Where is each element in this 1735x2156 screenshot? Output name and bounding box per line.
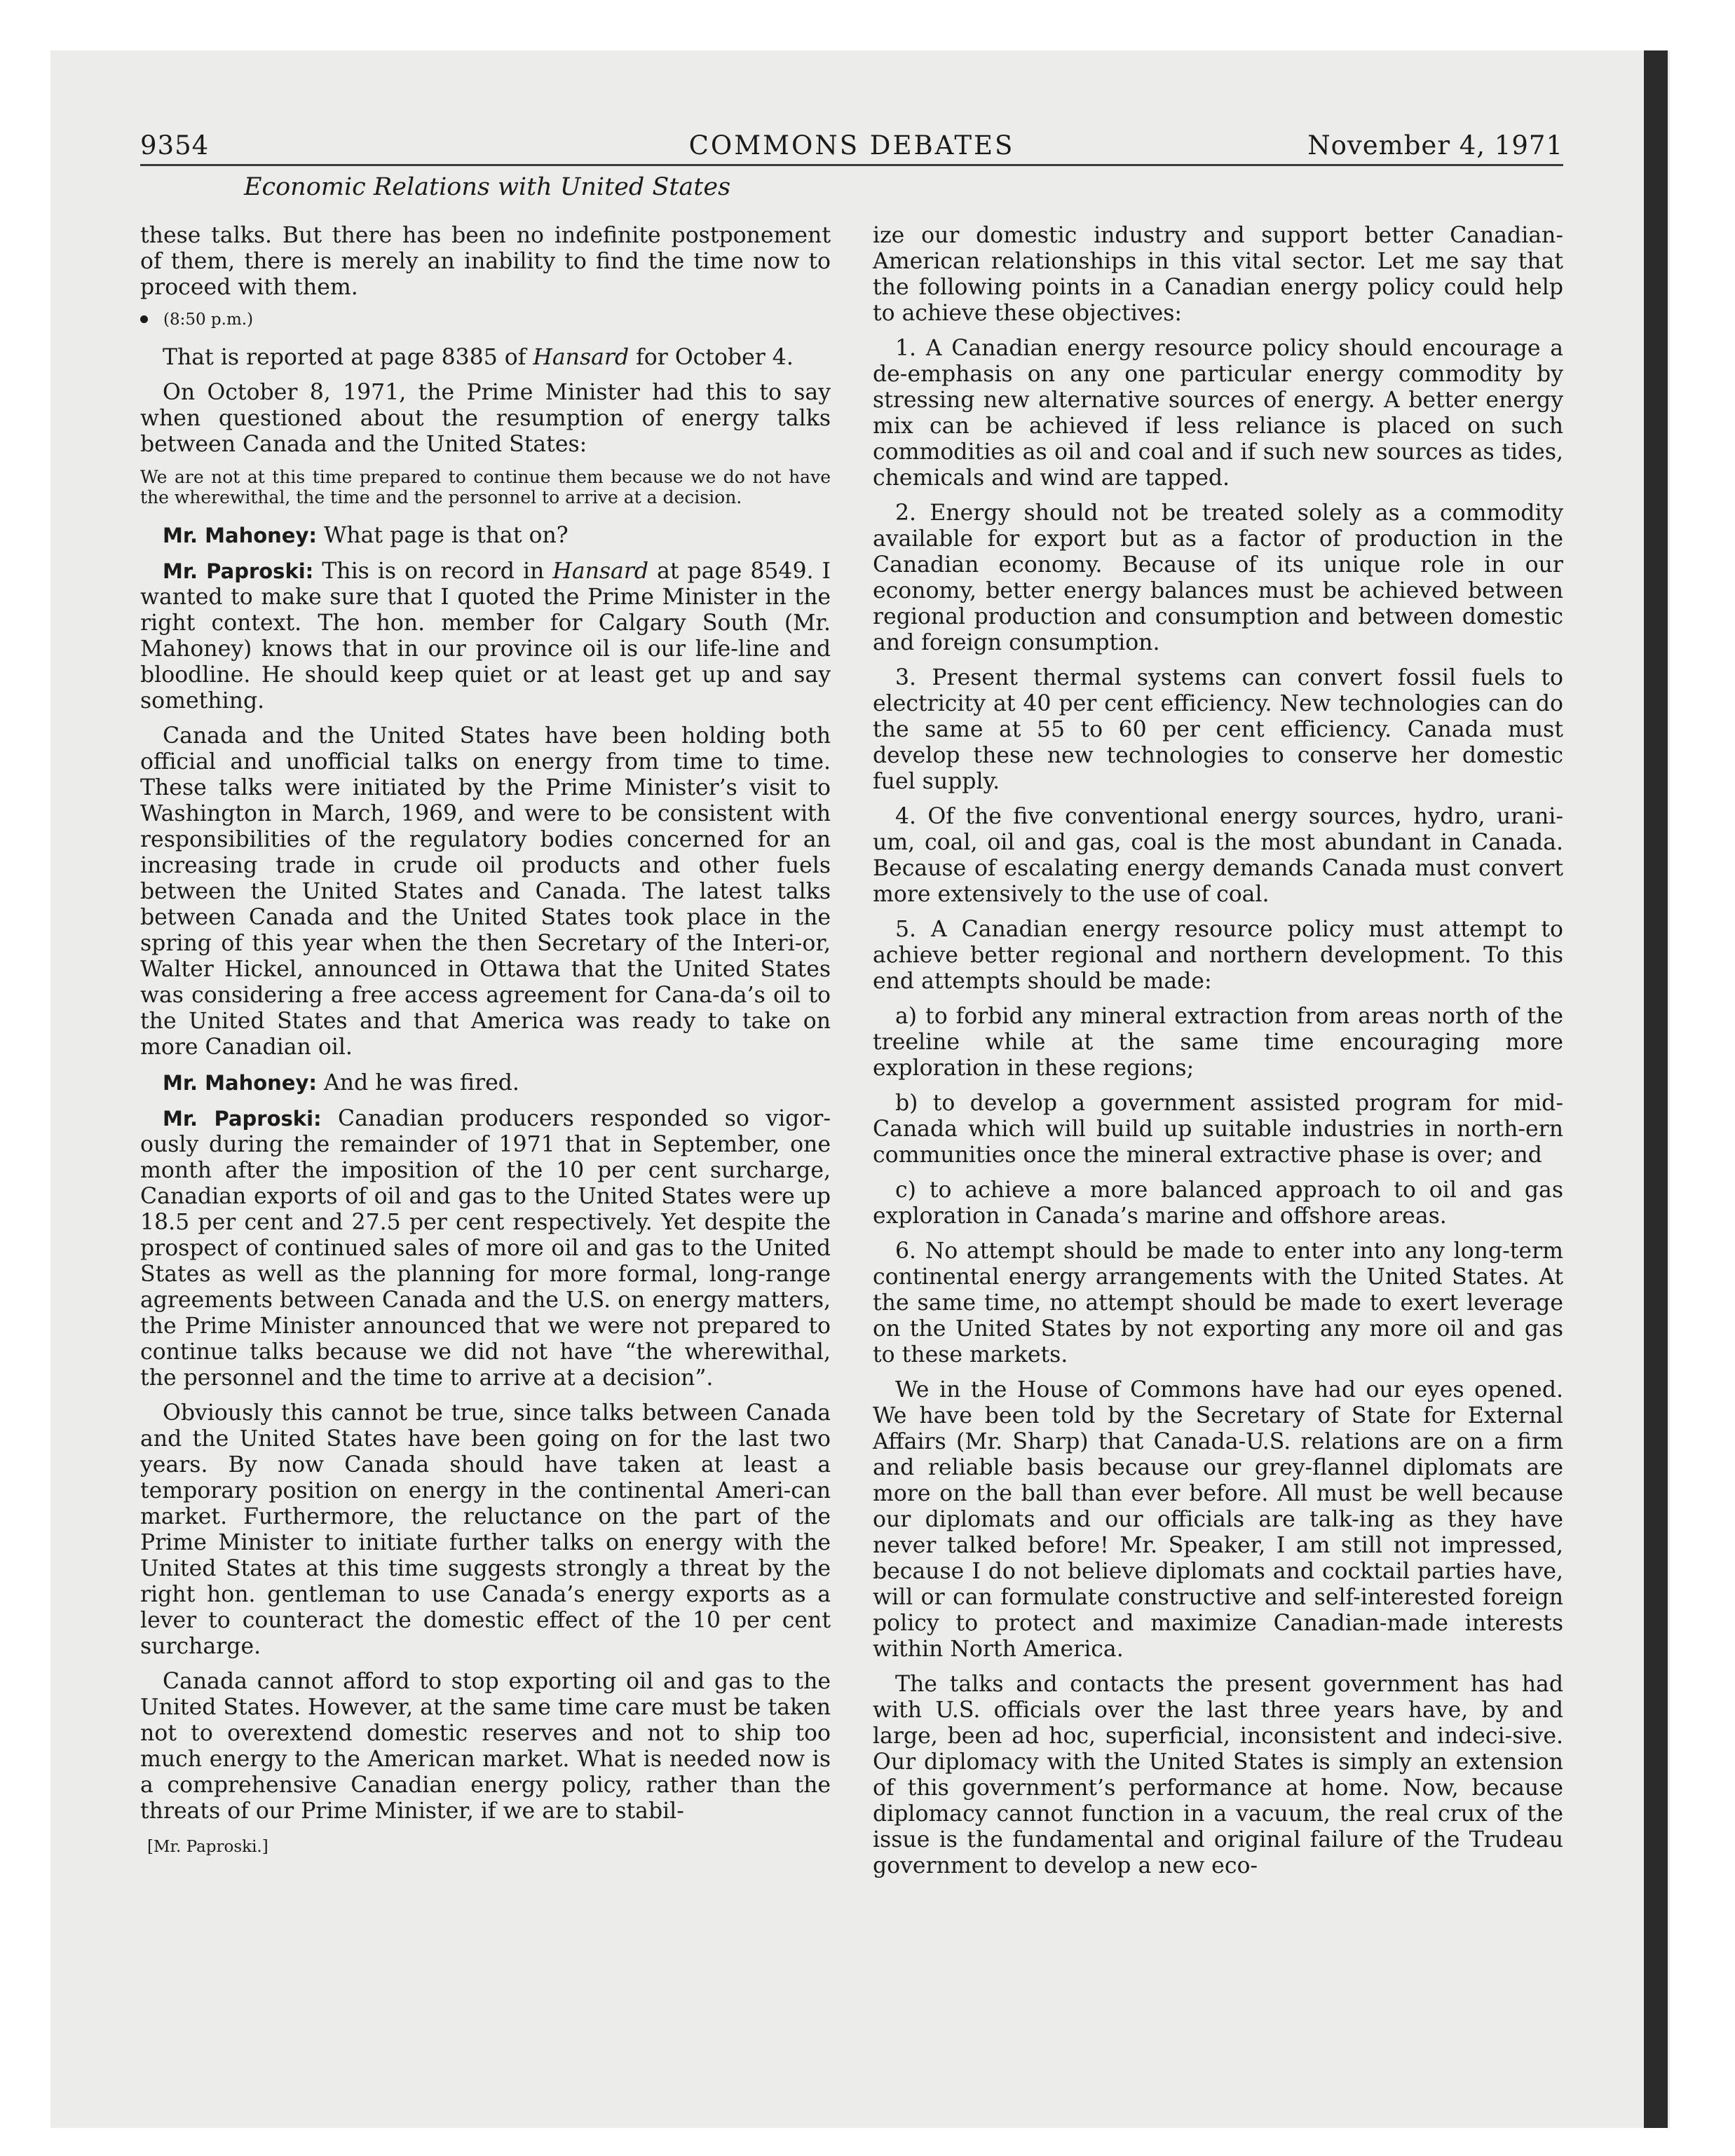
paragraph: ize our domestic industry and support better Canadian-American relationships in this vital sector. Let me say that the following points in a Canadian energy policy could help to achieve these objectives: xyxy=(873,223,1563,326)
header-rule xyxy=(140,164,1563,166)
bullet-icon xyxy=(140,315,148,323)
speech-text: What page is that on? xyxy=(316,523,569,548)
header-date: November 4, 1971 xyxy=(1307,130,1563,161)
list-item: 1. A Canadian energy resource policy should encourage a de-emphasis on any one particular energy commodity by stressing new alternative sources of energy. A better energy mix can be achieved if less reliance is placed on such commodities as oil and coal and if such new sources as tides, chemicals and wind are tapped. xyxy=(873,336,1563,491)
speaker-name: Mr. Paproski: xyxy=(163,559,314,583)
speech-text: at page 8549. I wanted to make sure that I quoted the Prime Minister in the right context. The hon. member for Calgary South (Mr. Mahoney) knows that in our province oil is our life-line and bloodline. He should keep quiet or at least get up and say something. xyxy=(140,559,831,714)
paragraph: Canada cannot afford to stop exporting oil and gas to the United States. However, at the same time care must be taken not to overextend domestic reserves and not to ship too much energy to the American market. What is needed now is a comprehensive Canadian energy policy, rather than the threats of our Prime Minister, if we are to stabil- xyxy=(140,1669,831,1824)
text-run: That is reported at page 8385 of xyxy=(163,345,533,370)
paragraph: On October 8, 1971, the Prime Minister had this to say when questioned about the resumption of energy talks between Canada and the United States: xyxy=(140,380,831,457)
paragraph: The talks and contacts the present government has had with U.S. officials over the last three years have, by and large, been ad hoc, superficial, inconsistent and indeci-sive. Our diplomacy with the United States is simply an extension of this government’s performance at home. Now, because diplomacy cannot function in a vacuum, the real crux of the issue is the fundamental and original failure of the Trudeau government to develop a new eco- xyxy=(873,1672,1563,1878)
block-quote: We are not at this time prepared to continue them because we do not have the wherewithal, the time and the personnel to arrive at a decision. xyxy=(140,467,831,507)
speaker-name: Mr. Mahoney: xyxy=(163,524,317,547)
paragraph: Obviously this cannot be true, since talks between Canada and the United States have been going on for the last two years. By now Canada should have taken at least a temporary position on energy in the continental Ameri-can market. Furthermore, the reluctance on the part of the Prime Minister to initiate further talks on energy with the United States at this time suggests strongly a threat by the right hon. gentleman to use Canada’s energy exports as a lever to counteract the domestic effect of the 10 per cent surcharge. xyxy=(140,1400,831,1659)
time-text: (8:50 p.m.) xyxy=(163,311,254,329)
paragraph xyxy=(140,345,831,371)
list-item: 2. Energy should not be treated solely as a commodity available for export but as a factor of production in the Canadian economy. Because of its unique role in our economy, better energy balances must be achieved between regional production and consumption and between domestic and foreign consumption. xyxy=(873,500,1563,655)
paragraph: We in the House of Commons have had our eyes opened. We have been told by the Secretary of State for External Affairs (Mr. Sharp) that Canada-U.S. relations are on a firm and reliable basis because our grey-flannel diplomats are more on the ball than ever before. All must be well because our diplomats and our officials are talk-ing as they have never talked before! Mr. Speaker, I am still not impressed, because I do not believe diplomats and cocktail parties have, will or can formulate constructive and self-interested foreign policy to protect and maximize Canadian-made interests within North America. xyxy=(873,1377,1563,1662)
speaker-name: Mr. Paproski: xyxy=(163,1107,322,1131)
speech-text: And he was fired. xyxy=(316,1070,519,1096)
list-item: 5. A Canadian energy resource policy must attempt to achieve better regional and northern development. To this end attempts should be made: xyxy=(873,917,1563,994)
speech-text: This is on record in xyxy=(313,559,553,584)
page-number: 9354 xyxy=(140,130,210,161)
sub-list-item: c) to achieve a more balanced approach to oil and gas exploration in Canada’s marine and offshore areas. xyxy=(873,1178,1563,1229)
subject-heading: Economic Relations with United States xyxy=(243,173,731,201)
text-run: for October 4. xyxy=(629,345,794,370)
speech xyxy=(140,1070,831,1096)
left-column xyxy=(140,223,831,1869)
italic-run: Hansard xyxy=(533,345,630,370)
list-item: 3. Present thermal systems can convert fossil fuels to electricity at 40 per cent efficiency. New technologies can do the same at 55 to 60 per cent efficiency. Canada must develop these new technologies to conserve her domestic fuel supply. xyxy=(873,665,1563,794)
speaker-name: Mr. Mahoney: xyxy=(163,1071,317,1095)
scan-edge-shadow xyxy=(1644,50,1668,2128)
paragraph: Canada and the United States have been holding both official and unofficial talks on energy from time to time. These talks were initiated by the Prime Minister’s visit to Washington in March, 1969, and were to be consistent with responsibilities of the regulatory bodies concerned for an increasing trade in crude oil products and other fuels between the United States and Canada. The latest talks between Canada and the United States took place in the spring of this year when the then Secretary of the Interi-or, Walter Hickel, announced in Ottawa that the United States was considering a free access agreement for Cana-da’s oil to the United States and that America was ready to take on more Canadian oil. xyxy=(140,723,831,1060)
speech xyxy=(140,523,831,549)
speech xyxy=(140,559,831,714)
journal-title: COMMONS DEBATES xyxy=(688,130,1015,161)
paragraph: these talks. But there has been no indefinite postponement of them, there is merely an inability to find the time now to proceed with them. xyxy=(140,223,831,300)
time-stamp xyxy=(140,310,831,329)
list-item: 4. Of the five conventional energy sources, hydro, urani-um, coal, oil and gas, coal is the most abundant in Canada. Because of escalating energy demands Canada must convert more extensively to the use of coal. xyxy=(873,804,1563,907)
right-column xyxy=(873,223,1563,1888)
list-item: 6. No attempt should be made to enter into any long-term continental energy arrangements with the United States. At the same time, no attempt should be made to exert leverage on the United States by not exporting any more oil and gas to these markets. xyxy=(873,1239,1563,1367)
speech xyxy=(140,1106,831,1391)
page-header xyxy=(140,130,1563,165)
sub-list-item: b) to develop a government assisted program for mid-Canada which will build up suitable industries in north-ern communities once the mineral extractive phase is over; and xyxy=(873,1091,1563,1168)
italic-run: Hansard xyxy=(552,559,649,584)
speech-text: Canadian producers responded so vigor-ously during the remainder of 1971 that in September, one month after the imposition of the 10 per cent surcharge, Canadian exports of oil and gas to the United States were up 18.5 per cent and 27.5 per cent respectively. Yet despite the prospect of continued sales of more oil and gas to the United States as well as the planning for more formal, long-range agreements between Canada and the U.S. on energy matters, the Prime Minister announced that we were not prepared to continue talks because we did not have “the wherewithal, the personnel and the time to arrive at a decision”. xyxy=(140,1106,831,1391)
sub-list-item: a) to forbid any mineral extraction from areas north of the treeline while at the same time encouraging more exploration in these regions; xyxy=(873,1004,1563,1081)
speaker-signature: [Mr. Paproski.] xyxy=(147,1838,268,1856)
